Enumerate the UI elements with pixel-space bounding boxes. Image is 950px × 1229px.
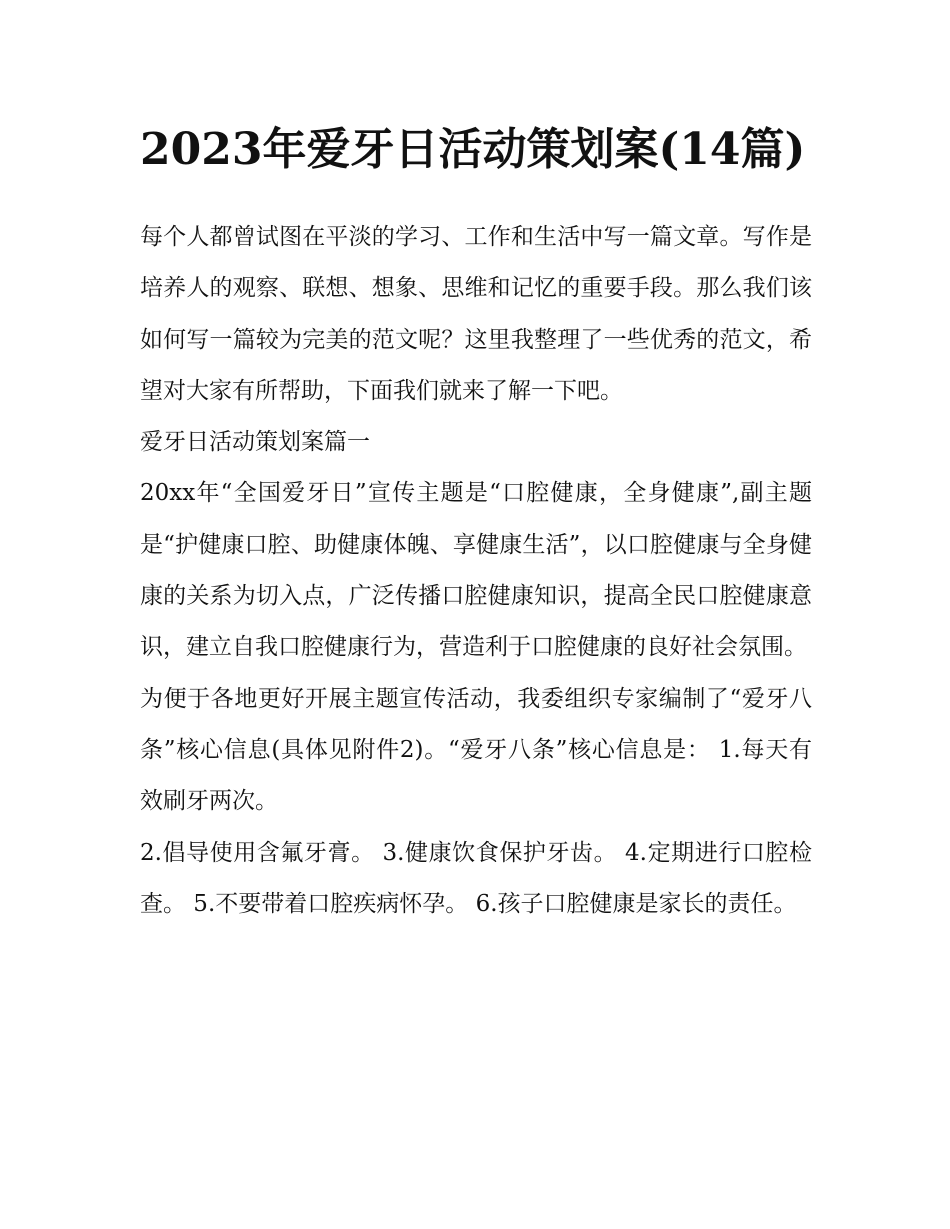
section-heading: 爱牙日活动策划案篇一 (140, 429, 370, 456)
document-title: 2023年爱牙日活动策划案(14篇) (140, 124, 806, 175)
core-info-paragraph: 为便于各地更好开展主题宣传活动，我委组织专家编制了“爱牙八条”核心信息(具体见附件2)。“爱牙八条”核心信息是： 1.每天有效刷牙两次。 (140, 685, 812, 815)
theme-paragraph: 20xx年“全国爱牙日”宣传主题是“口腔健康，全身健康”,副主题是“护健康口腔、助健康体魄、享健康生活”，以口腔健康与全身健康的关系为切入点，广泛传播口腔健康知识，提高全民口腔健康意识，建立自我口腔健康行为，营造利于口腔健康的良好社会氛围。 (140, 480, 812, 661)
document-page (140, 112, 812, 930)
intro-paragraph: 每个人都曾试图在平淡的学习、工作和生活中写一篇文章。写作是培养人的观察、联想、想象、思维和记忆的重要手段。那么我们该如何写一篇较为完美的范文呢？这里我整理了一些优秀的范文，希望对大家有所帮助，下面我们就来了解一下吧。 (140, 224, 812, 404)
core-info-list-paragraph: 2.倡导使用含氟牙膏。 3.健康饮食保护牙齿。 4.定期进行口腔检查。 5.不要带着口腔疾病怀孕。 6.孩子口腔健康是家长的责任。 (140, 839, 812, 917)
